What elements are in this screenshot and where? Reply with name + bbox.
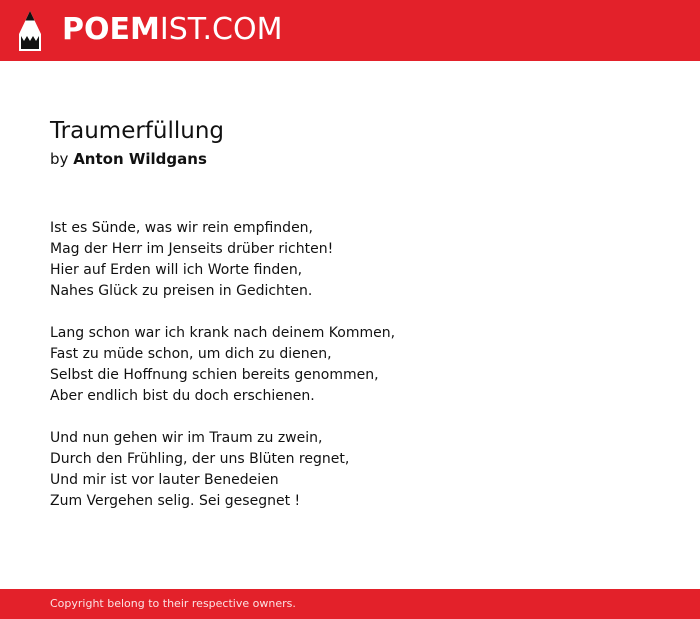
logo-light-part: IST.COM bbox=[159, 12, 283, 47]
poem-line: Nahes Glück zu preisen in Gedichten. bbox=[50, 283, 313, 299]
poem-stanza-3 bbox=[50, 428, 650, 512]
poem-line: Fast zu müde schon, um dich zu dienen, bbox=[50, 346, 332, 362]
pencil-icon[interactable] bbox=[18, 10, 42, 52]
site-footer bbox=[0, 589, 700, 619]
poem-line: Durch den Frühling, der uns Blüten regnet, bbox=[50, 451, 350, 467]
poem-line: Zum Vergehen selig. Sei gesegnet ! bbox=[50, 493, 301, 509]
poem-line: Und mir ist vor lauter Benedeien bbox=[50, 472, 279, 488]
poem-title: Traumerfüllung bbox=[50, 118, 225, 144]
site-header bbox=[0, 0, 700, 61]
site-logo[interactable] bbox=[62, 12, 282, 48]
by-label: by bbox=[50, 150, 69, 168]
poem-line: Hier auf Erden will ich Worte finden, bbox=[50, 262, 303, 278]
poem-line: Ist es Sünde, was wir rein empfinden, bbox=[50, 220, 313, 236]
poem-line: Aber endlich bist du doch erschienen. bbox=[50, 388, 315, 404]
poem-line: Mag der Herr im Jenseits drüber richten! bbox=[50, 241, 334, 257]
copyright-text: Copyright belong to their respective owners. bbox=[50, 597, 296, 610]
poem-line: Lang schon war ich krank nach deinem Kommen, bbox=[50, 325, 396, 341]
poem-stanza-2 bbox=[50, 323, 650, 407]
poem-stanza-1 bbox=[50, 218, 650, 302]
poem-author: Anton Wildgans bbox=[73, 150, 207, 168]
poem-byline bbox=[50, 148, 207, 170]
poem-line: Selbst die Hoffnung schien bereits genommen, bbox=[50, 367, 379, 383]
logo-bold-part: POEM bbox=[62, 12, 160, 47]
poem-body bbox=[50, 218, 650, 533]
poem-line: Und nun gehen wir im Traum zu zwein, bbox=[50, 430, 323, 446]
